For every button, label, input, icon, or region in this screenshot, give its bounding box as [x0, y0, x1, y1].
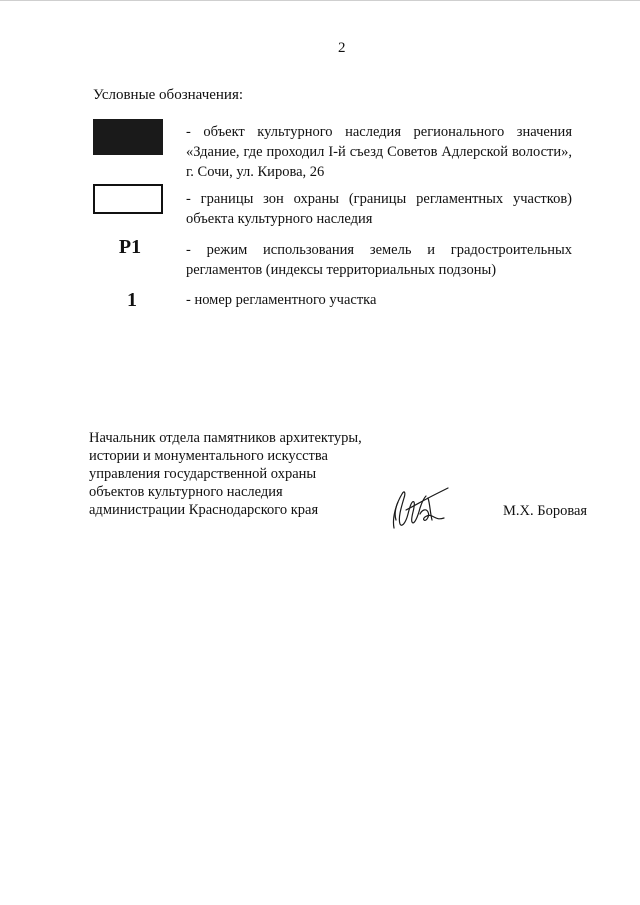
plot-number-label: 1 [127, 289, 137, 311]
page-number: 2 [338, 40, 346, 56]
legend-item-text: - номер регламентного участка [186, 292, 377, 308]
legend-title: Условные обозначения: [93, 87, 244, 103]
signatory-position [89, 429, 362, 519]
signatory-position-line: объектов культурного наследия [89, 484, 283, 500]
legend-item-text: - объект культурного наследия регионального значения «Здание, где проходил I-й съезд Советов Адлерской волости», г. Сочи, ул. Кирова, 26 [186, 124, 572, 180]
filled-rectangle-symbol [93, 119, 163, 155]
handwritten-signature [384, 484, 456, 532]
legend-item-text: - границы зон охраны (границы регламентных участков) объекта культурного наследия [186, 191, 572, 227]
signatory-position-line: управления государственной охраны [89, 466, 317, 482]
signer-name: М.Х. Боровая [503, 503, 588, 519]
signatory-position-line: администрации Краснодарского края [89, 502, 319, 518]
legend-item-text: - режим использования земель и градостроительных регламентов (индексы территориальных подзоны) [186, 242, 572, 278]
signatory-position-line: Начальник отдела памятников архитектуры, [89, 430, 362, 446]
outlined-rectangle-symbol [93, 184, 163, 214]
signatory-position-line: истории и монументального искусства [89, 448, 328, 464]
regime-code-label: Р1 [118, 236, 142, 258]
page-top-edge [0, 0, 640, 1]
